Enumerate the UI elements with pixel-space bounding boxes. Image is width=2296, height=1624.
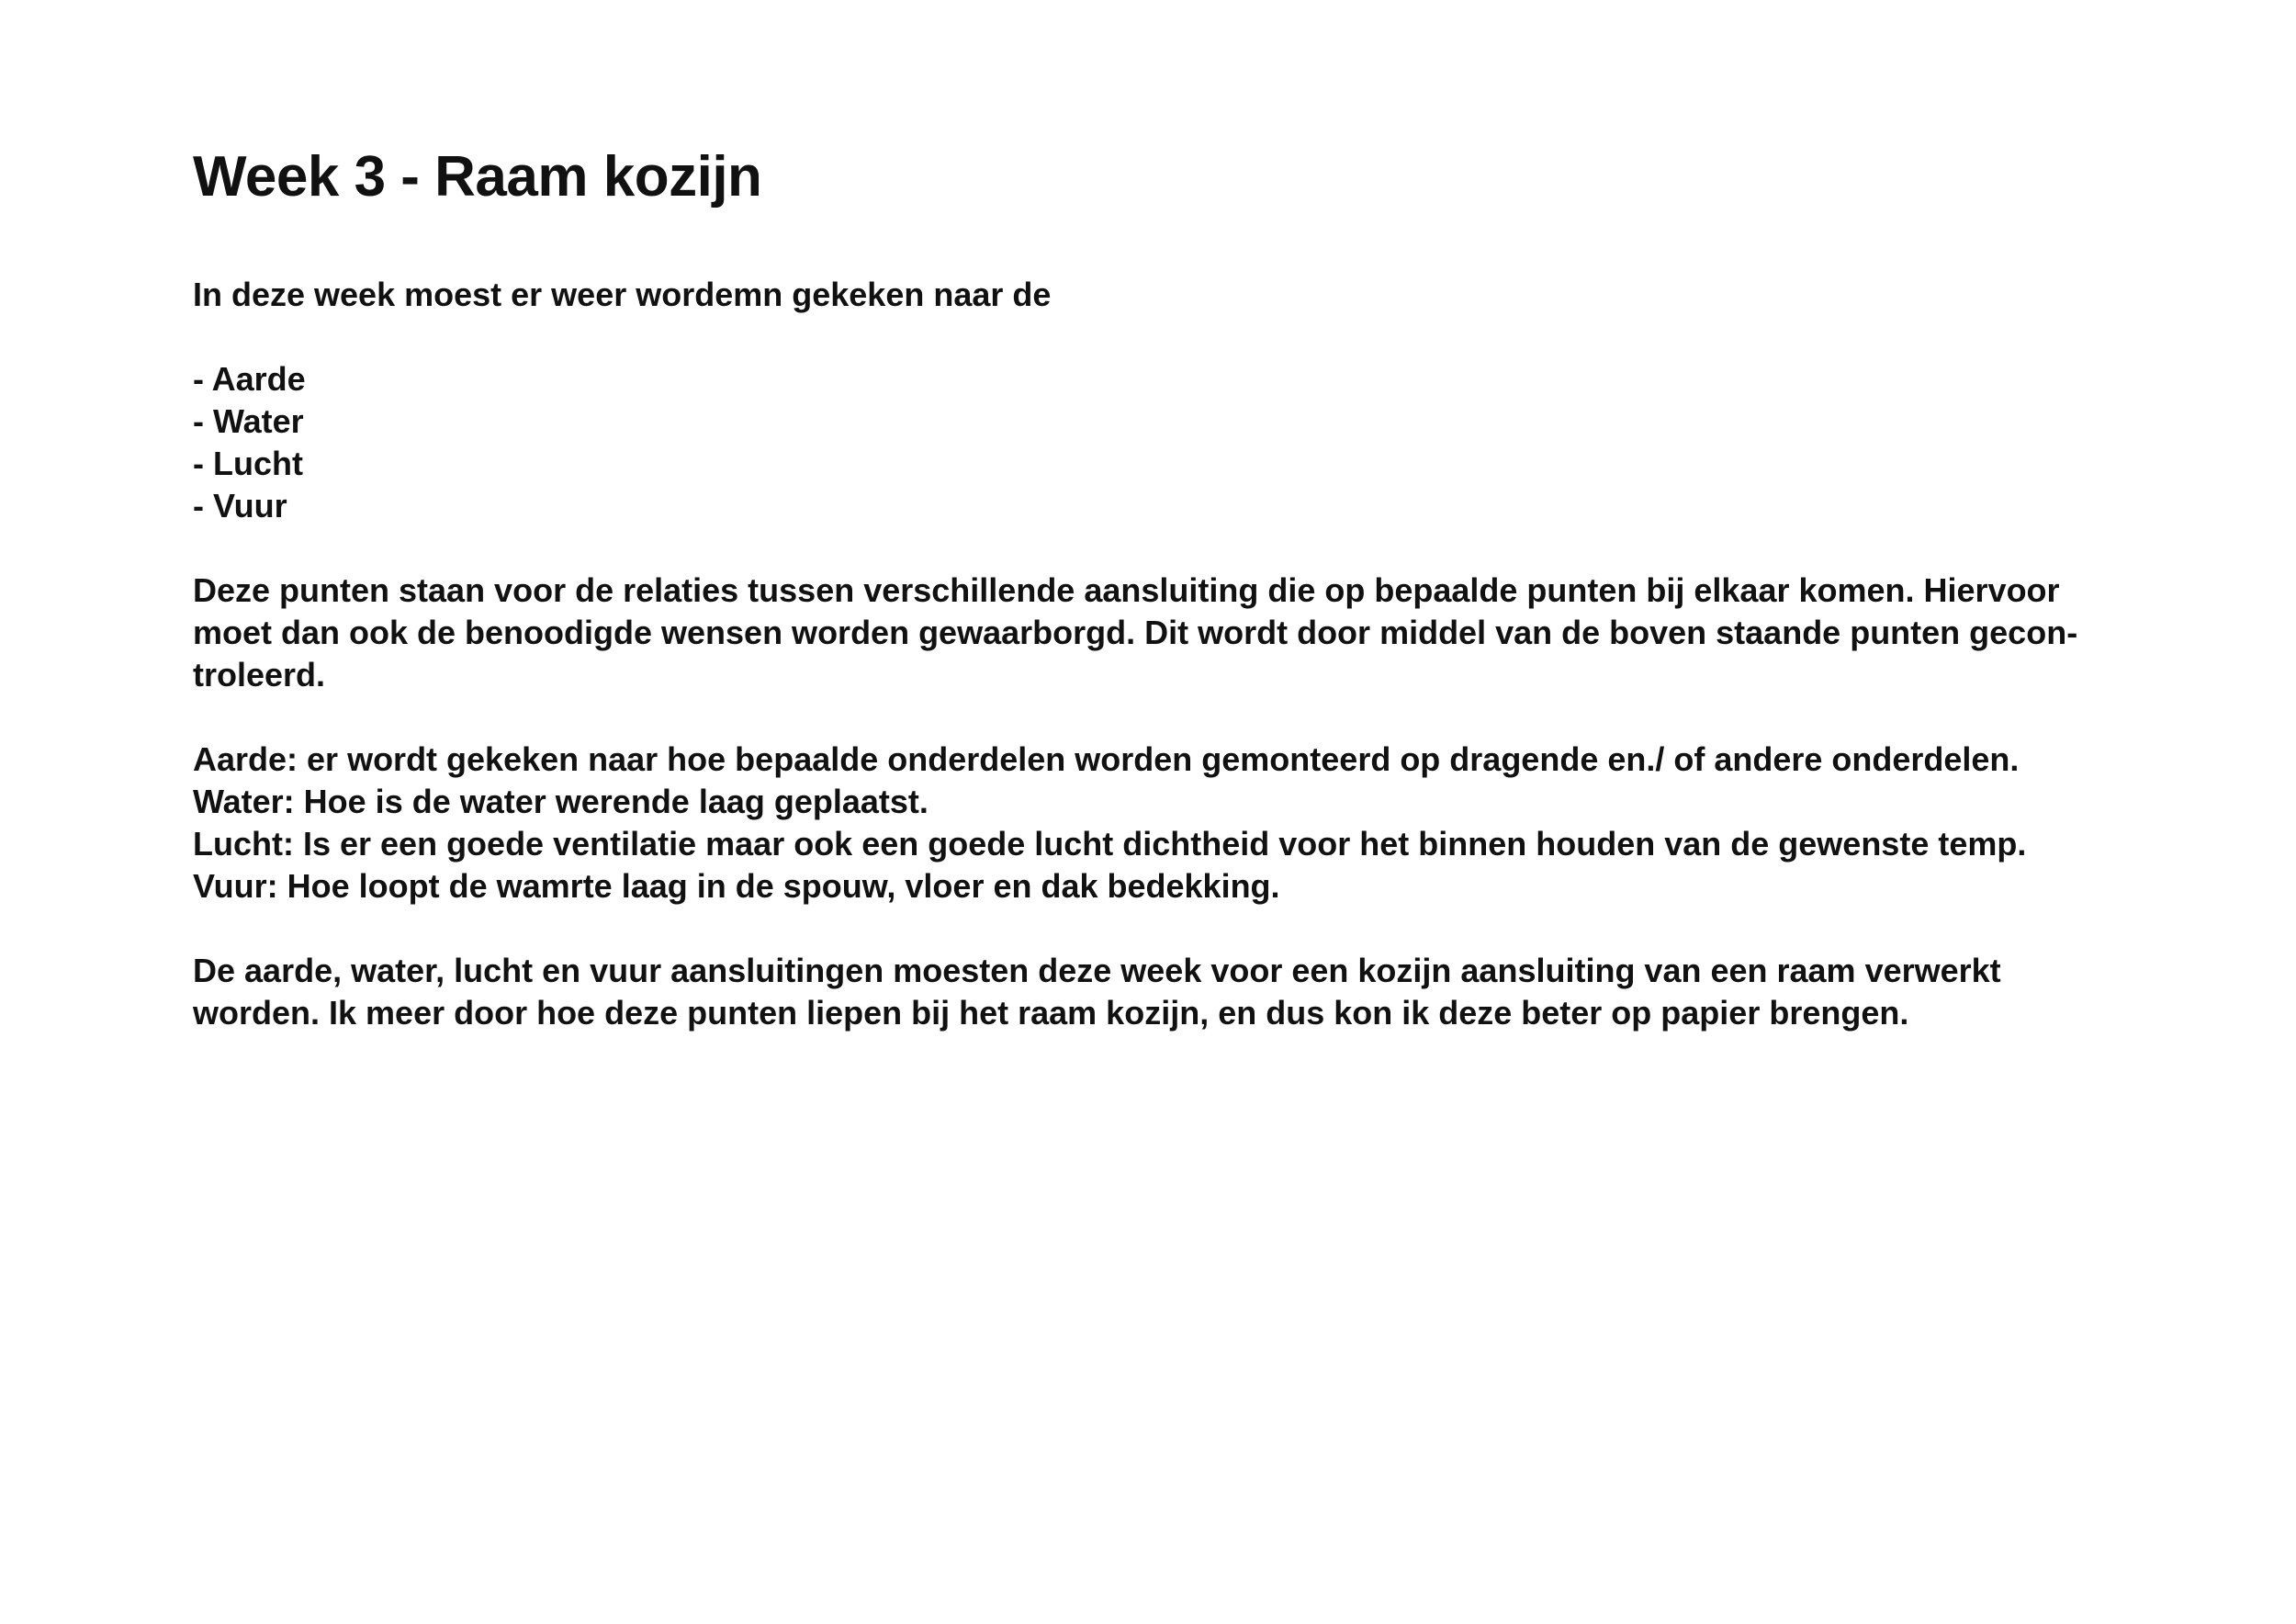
paragraph-line: worden. Ik meer door hoe deze punten liepen bij het raam kozijn, en dus kon ik deze beter op papier brengen. [193, 994, 1909, 1032]
definition-lucht: Lucht: Is er een goede ventilatie maar ook een goede lucht dichtheid voor het binnen houden van de gewenste temp. [193, 825, 2027, 863]
list-item: - Lucht [193, 445, 303, 482]
paragraph-line: De aarde, water, lucht en vuur aansluitingen moesten deze week voor een kozijn aansluiting van een raam verwerkt [193, 952, 2001, 989]
list-item: - Vuur [193, 487, 287, 524]
paragraph-line: Deze punten staan voor de relaties tussen verschillende aansluiting die op bepaalde punten bij elkaar komen. Hiervoor [193, 571, 2060, 609]
paragraph-line: moet dan ook de benoodigde wensen worden gewaarborgd. Dit wordt door middel van de boven staande punten gecon- [193, 614, 2078, 651]
element-list [193, 358, 2140, 527]
list-item: - Aarde [193, 360, 306, 398]
list-item: - Water [193, 402, 304, 440]
document-page [193, 138, 2140, 1034]
definition-aarde: Aarde: er wordt gekeken naar hoe bepaalde onderdelen worden gemonteerd op dragende en./ of andere onderdelen. [193, 740, 2020, 778]
paragraph-conclusion [193, 950, 2140, 1034]
intro-text: In deze week moest er weer wordemn gekeken naar de [193, 276, 1052, 313]
definitions-block [193, 739, 2140, 908]
definition-vuur: Vuur: Hoe loopt de wamrte laag in de spouw, vloer en dak bedekking. [193, 867, 1280, 905]
page-title: Week 3 - Raam kozijn [193, 145, 762, 209]
paragraph-relations [193, 570, 2140, 696]
paragraph-line: troleerd. [193, 656, 326, 694]
definition-water: Water: Hoe is de water werende laag geplaatst. [193, 783, 929, 820]
